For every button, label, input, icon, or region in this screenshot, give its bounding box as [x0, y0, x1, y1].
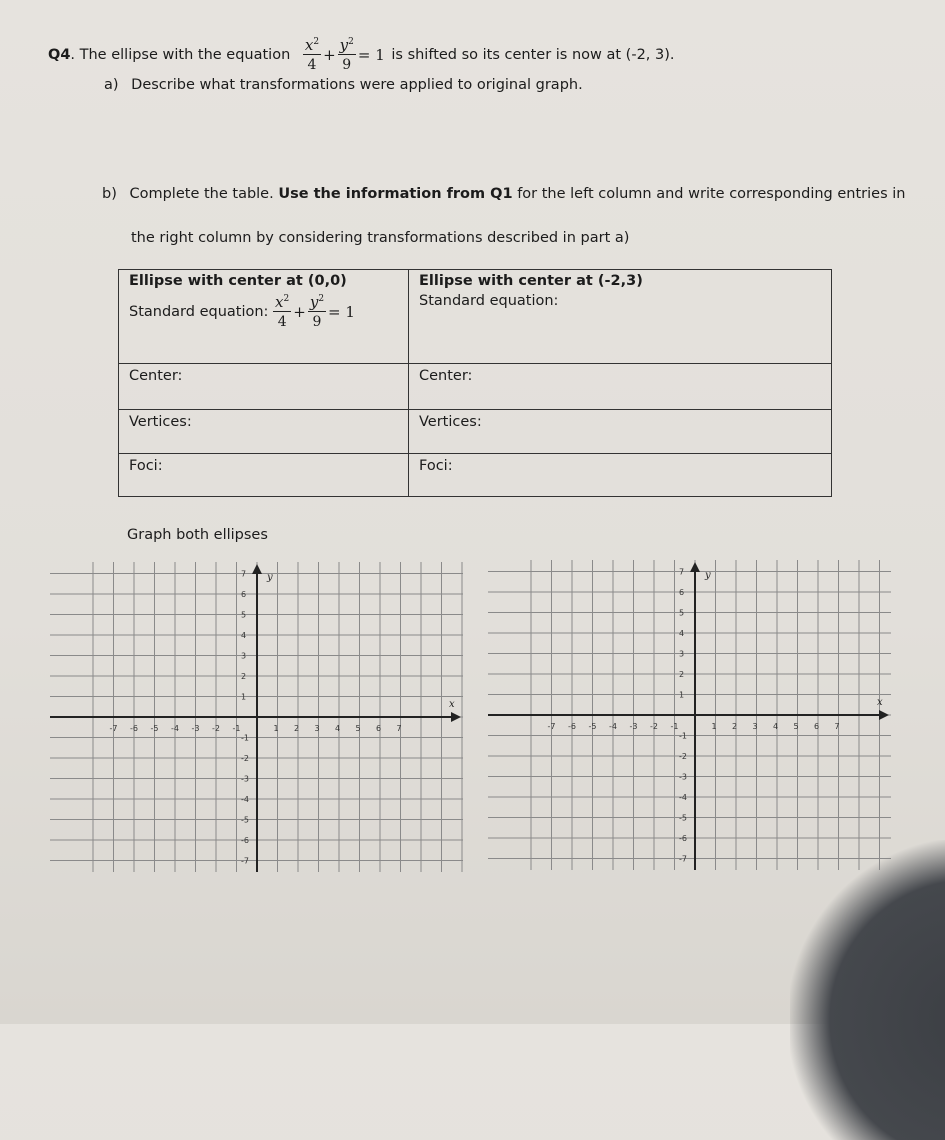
x-tick-label: 6	[376, 724, 382, 733]
y-tick-label: 7	[679, 567, 685, 577]
part-b	[102, 186, 905, 202]
y-tick-label: -4	[679, 793, 687, 802]
y-tick-label: 6	[241, 590, 247, 599]
x-tick-label: 4	[335, 724, 341, 733]
right-header-cell[interactable]	[409, 270, 832, 364]
x-tick-label: -5	[150, 724, 159, 733]
x-tick-label: -3	[629, 722, 638, 731]
x-tick-label: -7	[109, 724, 118, 733]
x-tick-label: -3	[191, 724, 200, 733]
y-tick-label: -6	[679, 834, 687, 843]
x-tick-label: 2	[732, 722, 738, 731]
part-b-text-start: Complete the table.	[129, 186, 274, 202]
right-vertices-cell[interactable]: Vertices:	[409, 410, 832, 454]
y-tick-label: 7	[241, 569, 247, 579]
left-equation: $\frac{x^2}{4}$ + $\frac{y^2}{9}$ = 1	[275, 293, 355, 330]
part-a-text: Describe what transformations were applied to original graph.	[131, 77, 583, 93]
x-tick-label: 1	[711, 722, 717, 731]
question-line	[48, 38, 675, 72]
y-tick-label: 2	[679, 670, 685, 679]
x-tick-label: -7	[547, 722, 556, 731]
y-tick-label: -5	[241, 815, 249, 825]
part-a	[104, 77, 583, 93]
right-foci-cell[interactable]: Foci:	[409, 454, 832, 497]
left-vertices-cell: Vertices:	[119, 410, 409, 454]
x-axis-label: x	[877, 697, 883, 708]
y-tick-label: -7	[679, 854, 687, 864]
question-equation: $\frac{x^2}{4}$ + $\frac{y^2}{9}$ = 1	[304, 36, 385, 73]
y-tick-label: 4	[241, 631, 247, 640]
x-tick-label: 7	[834, 722, 840, 731]
y-tick-label: 2	[241, 672, 247, 681]
x-tick-label: 1	[273, 724, 279, 733]
x-tick-label: 5	[355, 724, 361, 733]
x-axis-arrow-icon	[451, 712, 461, 722]
y-tick-label: -1	[241, 733, 249, 743]
x-tick-label: 7	[396, 724, 402, 733]
left-foci-cell: Foci:	[119, 454, 409, 497]
y-axis-arrow-icon	[252, 564, 262, 574]
question-prefix: . The ellipse with the equation	[70, 47, 291, 63]
right-graph[interactable]	[488, 560, 893, 870]
left-center-cell: Center:	[119, 364, 409, 410]
y-tick-label: -7	[241, 856, 249, 866]
x-tick-label: 5	[793, 722, 799, 731]
x-tick-label: -6	[130, 724, 138, 733]
y-tick-label: 1	[679, 690, 685, 700]
y-tick-label: -4	[241, 795, 249, 804]
ellipse-table	[118, 269, 832, 497]
left-header: Ellipse with center at (0,0)	[129, 273, 347, 289]
y-axis-label: y	[267, 572, 273, 583]
part-b-text-end: for the left column and write corresponding entries in	[517, 186, 906, 202]
hand-shadow	[790, 840, 945, 1140]
x-axis-arrow-icon	[879, 710, 889, 720]
x-tick-label: -6	[568, 722, 576, 731]
y-tick-label: 5	[241, 610, 247, 620]
y-tick-label: -5	[679, 813, 687, 823]
x-tick-label: -2	[212, 724, 220, 733]
x-tick-label: 3	[314, 724, 320, 733]
left-graph[interactable]	[50, 562, 465, 872]
x-tick-label: 3	[752, 722, 758, 731]
y-tick-label: -3	[679, 772, 687, 782]
x-tick-label: -4	[609, 722, 617, 731]
y-tick-label: -1	[679, 731, 687, 741]
part-b-label: b)	[102, 186, 117, 202]
x-tick-label: -2	[650, 722, 658, 731]
x-tick-label: -1	[670, 722, 679, 731]
y-tick-label: 6	[679, 588, 685, 597]
x-tick-label: 4	[773, 722, 779, 731]
x-tick-label: -4	[171, 724, 179, 733]
y-tick-label: 4	[679, 629, 685, 638]
x-tick-label: 2	[294, 724, 300, 733]
graph-prompt: Graph both ellipses	[127, 527, 268, 543]
x-axis-label: x	[449, 699, 455, 710]
x-tick-label: -5	[588, 722, 597, 731]
x-tick-label: -1	[232, 724, 241, 733]
y-tick-label: 3	[241, 651, 247, 661]
y-tick-label: 1	[241, 692, 247, 702]
part-a-label: a)	[104, 77, 119, 93]
right-center-cell[interactable]: Center:	[409, 364, 832, 410]
y-axis-label: y	[705, 570, 711, 581]
y-tick-label: -6	[241, 836, 249, 845]
left-standard-equation: Standard equation: $\frac{x^2}{4}$ + $\frac{y^2}{9}$ = 1	[129, 293, 355, 330]
part-b-text-bold: Use the information from Q1	[278, 186, 513, 202]
y-tick-label: 3	[679, 649, 685, 659]
y-tick-label: 5	[679, 608, 685, 618]
question-number: Q4	[48, 47, 71, 63]
right-standard-equation-label: Standard equation:	[419, 293, 559, 309]
y-tick-label: -3	[241, 774, 249, 784]
question-suffix: is shifted so its center is now at (-2, 3).	[391, 47, 675, 63]
y-axis-arrow-icon	[690, 562, 700, 572]
y-tick-label: -2	[679, 752, 687, 761]
x-tick-label: 6	[814, 722, 820, 731]
right-header: Ellipse with center at (-2,3)	[419, 273, 643, 289]
left-header-cell	[119, 270, 409, 364]
y-tick-label: -2	[241, 754, 249, 763]
part-b-line2: the right column by considering transformations described in part a)	[131, 230, 630, 246]
